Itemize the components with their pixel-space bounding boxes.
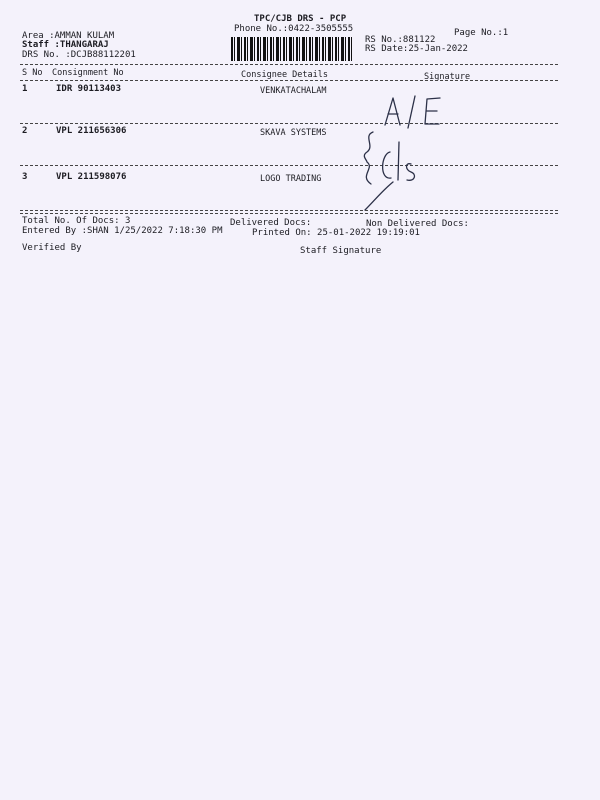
delivered-docs: Delivered Docs: — [230, 218, 312, 228]
row-consignment: VPL 211598076 — [56, 172, 127, 182]
divider — [20, 80, 558, 81]
row-consignment: IDR 90113403 — [56, 84, 122, 94]
divider — [20, 213, 558, 214]
non-delivered-docs: Non Delivered Docs: — [366, 219, 469, 229]
page-number: Page No.:1 — [454, 28, 509, 38]
divider — [20, 64, 558, 65]
row-consignee: LOGO TRADING — [260, 174, 322, 184]
area-label: Area :AMMAN KULAM — [22, 31, 115, 41]
phone-number: Phone No.:0422-3505555 — [234, 24, 354, 34]
total-docs: Total No. Of Docs: 3 — [22, 216, 131, 226]
divider — [20, 165, 558, 166]
row-sno: 1 — [22, 84, 28, 94]
handwritten-signature — [345, 90, 465, 215]
printed-on: Printed On: 25-01-2022 19:19:01 — [252, 228, 420, 238]
col-sno: S No — [22, 68, 43, 78]
staff-signature: Staff Signature — [300, 246, 382, 256]
row-consignment: VPL 211656306 — [56, 126, 127, 136]
rs-number: RS No.:881122 — [365, 35, 436, 45]
col-consignment: Consignment No — [52, 68, 124, 78]
rs-date: RS Date:25-Jan-2022 — [365, 44, 468, 54]
col-signature: Signature — [424, 72, 471, 82]
divider — [20, 210, 558, 211]
row-consignee: VENKATACHALAM — [260, 86, 327, 96]
row-sno: 2 — [22, 126, 28, 136]
divider — [20, 123, 558, 124]
row-consignee: SKAVA SYSTEMS — [260, 128, 327, 138]
document-title: TPC/CJB DRS - PCP — [254, 14, 347, 24]
entered-by: Entered By :SHAN 1/25/2022 7:18:30 PM — [22, 226, 223, 236]
drs-number: DRS No. :DCJB88112201 — [22, 50, 136, 60]
staff-label: Staff :THANGARAJ — [22, 40, 109, 50]
verified-by: Verified By — [22, 243, 82, 253]
col-consignee: Consignee Details — [241, 70, 328, 80]
row-sno: 3 — [22, 172, 28, 182]
barcode — [231, 37, 353, 61]
